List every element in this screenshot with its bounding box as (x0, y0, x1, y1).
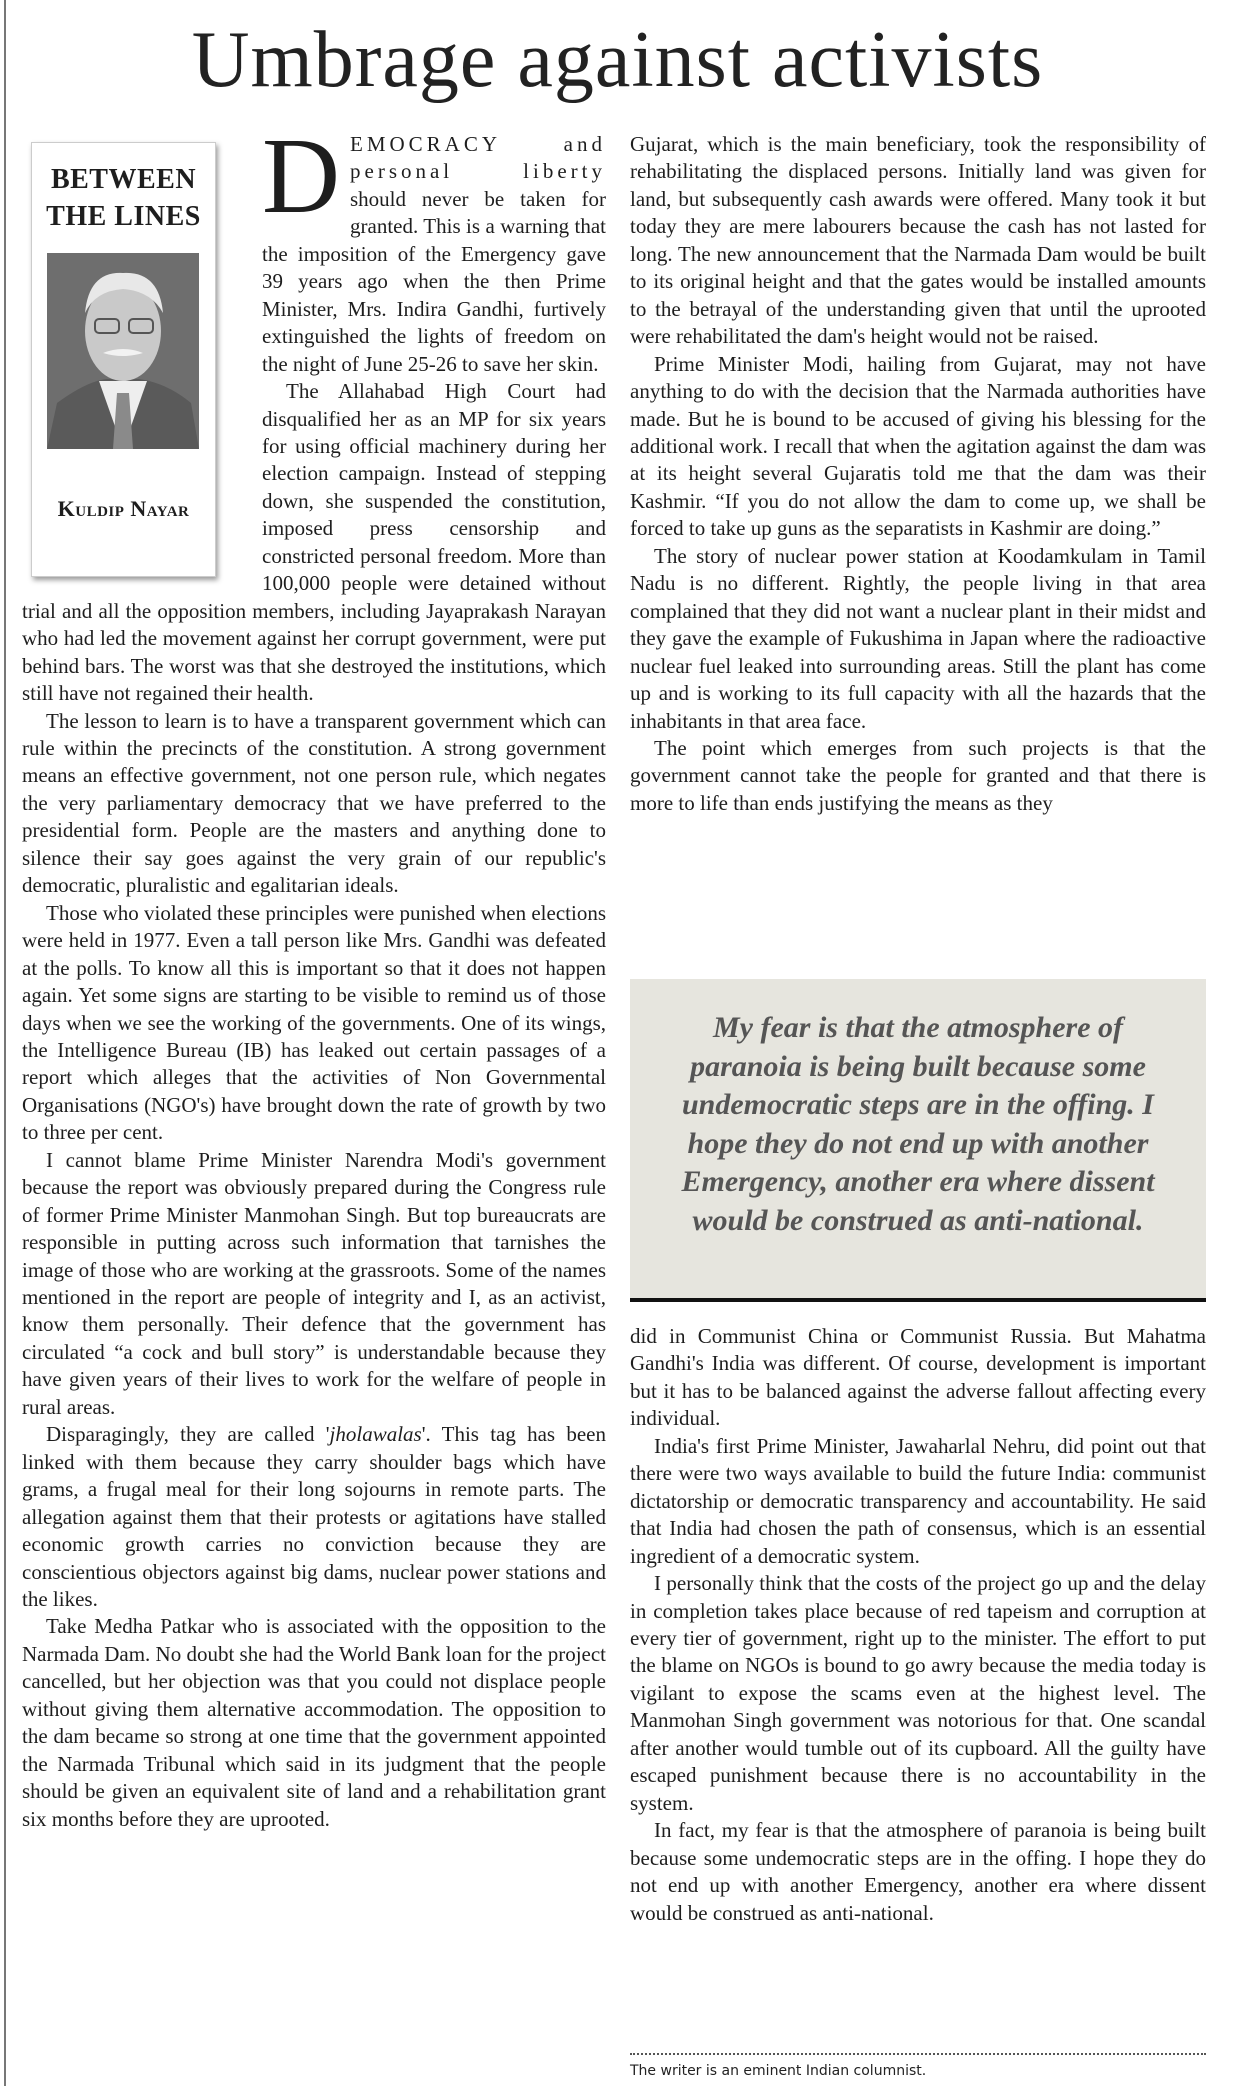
author-portrait-image (47, 253, 199, 449)
page-edge-rule (4, 0, 6, 2086)
column-name (32, 161, 215, 235)
italic-term: jholawalas (329, 1422, 422, 1447)
author-credit: The writer is an eminent Indian columnist. (630, 2063, 927, 2079)
right-column-bottom (630, 1323, 1206, 1927)
paragraph: India's first Prime Minister, Jawaharlal Nehru, did point out that there were two ways available to build the future India: communist dictatorship or democratic transparency and accountability. He said that India had chosen the path of consensus, which is an essential ingredient of a democratic system. (630, 1433, 1206, 1568)
headline: Umbrage against activists (191, 16, 1044, 104)
dotted-divider (630, 2053, 1206, 2055)
drop-cap: D (262, 117, 340, 236)
paragraph: The Allahabad High Court had disqualified her as an MP for six years for using official machinery during her election campaign. Instead of stepping down, she suspended the constitution, imposed press censorship and constricted personal freedom. More than 100,000 people were detained without trial and all the opposition members, including Jayaprakash Narayan who had led the movement against her corrupt government, were put behind bars. The worst was that she destroyed the institutions, which still have not regained their health. (22, 379, 606, 706)
column-sidebar (31, 142, 216, 577)
left-column (22, 117, 607, 1833)
paragraph: In fact, my fear is that the atmosphere of paranoia is being built because some undemocratic steps are in the offing. I hope they do not end up with another Emergency, another era where dissent would be construed as anti-national. (630, 1818, 1206, 1925)
paragraph: I cannot blame Prime Minister Narendra Modi's government because the report was obviously prepared during the Congress rule of former Prime Minister Manmohan Singh. But top bureaucrats are responsible in putting across such information that tarnishes the image of those who are working at the grassroots. Some of the names mentioned in the report are people of integrity and I, as an activist, know them personally. Their defence that the government has circulated “a cock and bull story” is understandable because they have given years of their lives to work for the welfare of people in rural areas. (22, 1147, 606, 1419)
paragraph-text: should never be taken for granted. This is a warning that the imposition of the Emergency gave 39 years ago when the then Prime Minister, Mrs. Indira Gandhi, furtively extinguished the lights of freedom on the night of June 25-26 to save her skin. (262, 186, 606, 376)
paragraph: The story of nuclear power station at Koodamkulam in Tamil Nadu is no different. Rightly, the people living in that area complained that they did not want a nuclear plant in their midst and they gave the example of Fukushima in Japan where the radioactive nuclear fuel leaked into surrounding areas. Still the plant has come up and is working to its full capacity with all the hazards that the inhabitants in that area face. (630, 543, 1206, 733)
paragraph-text: Disparagingly, they are called ' (46, 1422, 330, 1447)
paragraph: Those who violated these principles were punished when elections were held in 1977. Even a tall person like Mrs. Gandhi was defeated at the polls. To know all this is important so that it does not happen again. Yet some signs are starting to be visible to remind us of those days when we see the working of the governments. One of its wings, the Intelligence Bureau (IB) has leaked out certain passages of a report which alleges that the activities of Non Governmental Organisations (NGO's) have brought down the rate of growth by two to three per cent. (22, 900, 606, 1145)
paragraph: Prime Minister Modi, hailing from Gujarat, may not have anything to do with the decision that the Narmada authorities have made. But he is bound to be accused of giving his blessing for the additional work. I recall that when the agitation against the dam was at its height several Gujaratis told me that the dam was their Kashmir. “If you do not allow the dam to come up, we shall be forced to take up guns as the separatists in Kashmir are doing.” (630, 351, 1206, 541)
author-photo (47, 253, 199, 449)
paragraph: Take Medha Patkar who is associated with the opposition to the Narmada Dam. No doubt she had the World Bank loan for the project cancelled, but her objection was that you could not displace people without giving them alternative accommodation. The opposition to the dam became so strong at one time that the government appointed the Narmada Tribunal which said in its judgment that the people should be given an equivalent site of land and a rehabilitation grant six months before they are uprooted. (22, 1614, 607, 1831)
paragraph: The lesson to learn is to have a transparent government which can rule within the precincts of the constitution. A strong government means an effective government, not one person rule, which negates the very parliamentary democracy that we have preferred to the presidential form. People are the masters and anything done to silence their say goes against the very grain of our republic's democratic, pluralistic and egalitarian ideals. (22, 708, 606, 898)
paragraph: The point which emerges from such projects is that the government cannot take the people for granted and that there is more to life than ends justifying the means as they (630, 735, 1206, 815)
paragraph: did in Communist China or Communist Russia. But Mahatma Gandhi's India was different. Of course, development is important but it has to be balanced against the adverse fallout affecting every individual. (630, 1324, 1206, 1431)
lead-in: EMOCRACY and personal liberty (350, 132, 606, 184)
paragraph-text: '. This tag has been linked with them because they carry shoulder bags which have grams, a frugal meal for their long sojourns in remote parts. The allegation against them that their protests or agitations have stalled economic growth carries no conviction because they are conscientious objectors against big dams, nuclear power stations and the likes. (22, 1422, 606, 1612)
column-name-line-2: THE LINES (46, 201, 201, 232)
paragraph: Gujarat, which is the main beneficiary, took the responsibility of rehabilitating the displaced persons. Initially land was given for land, but subsequently cash awards were offered. Many took it but today they are mere labourers because the cash has not lasted for long. The new announcement that the Narmada Dam would be built to its original height and that the gates would be installed amounts to the betrayal of the understanding given that until the uprooted were rehabilitated the dam's height would not be raised. (630, 132, 1206, 349)
author-name: Kuldip Nayar (57, 496, 190, 521)
right-column-top (630, 131, 1206, 817)
paragraph (22, 1421, 606, 1613)
pull-quote: My fear is that the atmosphere of paranoia is being built because some undemocratic steps are in the offing. I hope they do not end up with another Emergency, another era where dissent would be construed as anti-national. (630, 979, 1206, 1302)
column-name-line-1: BETWEEN (50, 164, 197, 195)
paragraph: I personally think that the costs of the project go up and the delay in completion takes place because of red tapeism and corruption at every tier of government, right up to the minister. The effort to put the blame on NGOs is bound to go awry because the media today is vigilant to expose the scams even at the highest level. The Manmohan Singh government was notorious for that. One scandal after another would tumble out of its cupboard. All the guilty have escaped punishment because there is no accountability in the system. (630, 1571, 1206, 1815)
